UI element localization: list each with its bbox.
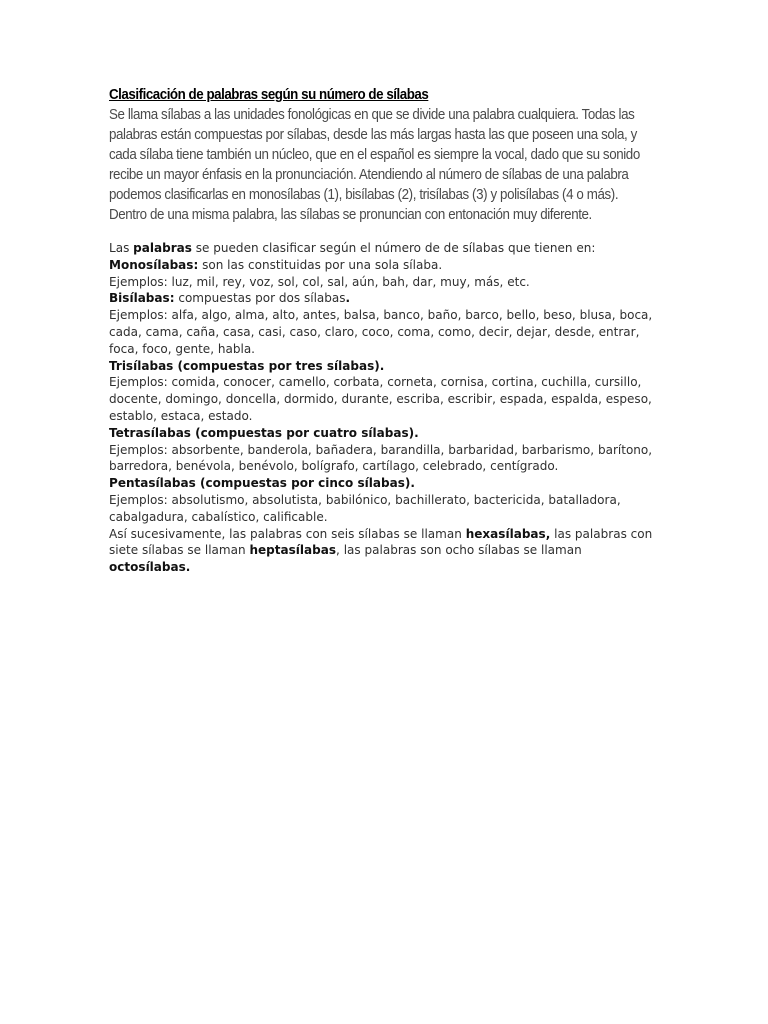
pentasilabas-heading: Pentasílabas (compuestas por cinco sílabas).: [109, 475, 415, 491]
heptasilabas-term: heptasílabas: [249, 542, 337, 558]
trisilabas-heading: Trisílabas (compuestas por tres sílabas).: [109, 357, 385, 373]
lead-bold: palabras: [133, 240, 192, 255]
pentasilabas-examples: Ejemplos: absolutismo, absolutista, babilónico, bachillerato, bactericida, batalladora, cabalgadura, cabalístico, calificable.: [109, 491, 621, 524]
document-title: Clasificación de palabras según su número de sílabas: [109, 87, 429, 103]
bisilabas-examples: Ejemplos: alfa, algo, alma, alto, antes, balsa, banco, baño, barco, bello, beso, blusa, boca, cada, cama, caña, casa, casi, caso, claro, coco, coma, como, decir, dejar, desde, entrar, foca, foco, gente, habla.: [109, 307, 653, 356]
monosilabas-line: Monosílabas: son las constituidas por una sola sílaba.: [109, 256, 443, 272]
intro-paragraph: Se llama sílabas a las unidades fonológicas en que se divide una palabra cualquiera. Todas las palabras están compuestas por sílabas, desde las más largas hasta las que poseen una sola, y cada sílaba tiene también un núcleo, que en el español es siempre la vocal, dado que su sonido recibe un mayor énfasis en la pronunciación. Atendiendo al número de sílabas de una palabra podemos clasificarlas en monosílabas (1), bisílabas (2), trisílabas (3) y polisílabas (4 o más). Dentro de una misma palabra, las sílabas se pronuncian con entonación muy diferente.: [109, 106, 640, 223]
tetrasilabas-examples: Ejemplos: absorbente, banderola, bañadera, barandilla, barbaridad, barbarismo, barítono, barredora, benévola, benévolo, bolígrafo, cartílago, celebrado, centígrado.: [109, 441, 653, 474]
tetrasilabas-heading: Tetrasílabas (compuestas por cuatro sílabas).: [109, 424, 419, 440]
document-page: [109, 86, 669, 576]
classification-section: [109, 240, 663, 576]
closing-paragraph: Así sucesivamente, las palabras con seis sílabas se llaman hexasílabas, las palabras con siete sílabas se llaman heptasílabas, las palabras son ocho sílabas se llaman octosílabas.: [109, 525, 653, 575]
bisilabas-line: Bisílabas: compuestas por dos sílabas.: [109, 290, 351, 306]
trisilabas-examples: Ejemplos: comida, conocer, camello, corbata, corneta, cornisa, cortina, cuchilla, cursillo, docente, domingo, doncella, dormido, durante, escriba, escribir, espada, espalda, espeso, establo, estaca, estado.: [109, 374, 652, 423]
bisilabas-heading: Bisílabas:: [109, 290, 175, 306]
monosilabas-heading: Monosílabas:: [109, 256, 199, 272]
lead-paragraph: Las palabras se pueden clasificar según el número de de sílabas que tienen en:: [109, 240, 596, 255]
octosilabas-term: octosílabas.: [109, 559, 191, 575]
hexasilabas-term: hexasílabas,: [465, 525, 551, 541]
monosilabas-examples: Ejemplos: luz, mil, rey, voz, sol, col, sal, aún, bah, dar, muy, más, etc.: [109, 273, 530, 289]
